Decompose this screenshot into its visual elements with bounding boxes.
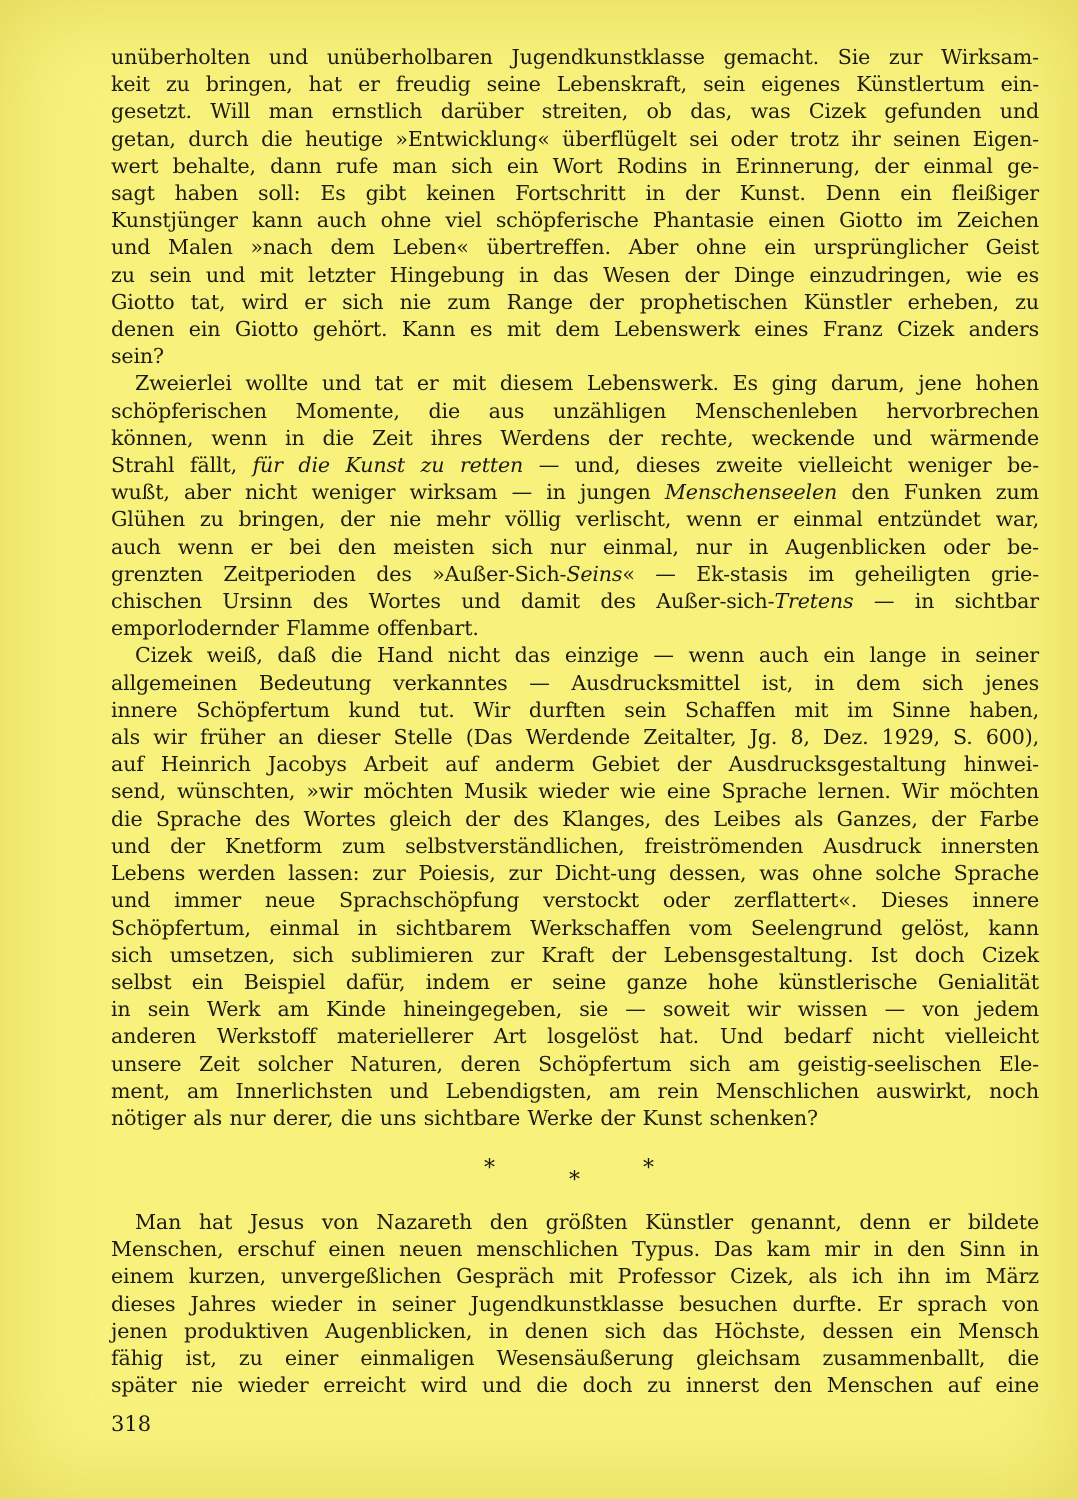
text-line: und immer neue Sprachschöpfung verstockt oder zerflattert«. Dieses innere [111,888,1039,913]
text-line: emporlodernder Flamme offenbart. [111,616,479,641]
text-segment: Strahl fällt, [111,453,253,478]
text-line: können, wenn in die Zeit ihres Werdens der rechte, weckende und wärmende [111,425,1039,450]
text-line: sagt haben soll: Es gibt keinen Fortschritt in der Kunst. Denn ein fleißiger [111,181,1039,206]
text-line: Cizek weiß, daß die Hand nicht das einzige — wenn auch ein lange in seiner [135,643,1039,668]
emphasis-text: Menschenseelen [664,480,838,505]
text-line: selbst ein Beispiel dafür, indem er seine ganze hohe künstlerische Genialität [111,969,1039,994]
text-segment: den Funken zum [837,480,1039,505]
text-line: getan, durch die heutige »Entwicklung« überflügelt sei oder trotz ihr seinen Eigen- [111,126,1039,151]
text-line: schöpferischen Momente, die aus unzähligen Menschenleben hervorbrechen [111,398,1039,423]
text-line: jenen produktiven Augenblicken, in denen sich das Höchste, dessen ein Mensch [111,1318,1039,1343]
second-text-section [111,1209,1039,1399]
text-line [111,452,1039,479]
text-line: Schöpfertum, einmal in sichtbarem Werkschaffen vom Seelengrund gelöst, kann [111,915,1039,940]
text-segment: — in sichtbar [853,589,1039,614]
separator-asterisk: * [643,1156,654,1181]
section-separator [440,1150,700,1200]
text-segment: grenzten Zeitperioden des »Außer-Sich- [111,561,567,586]
text-line: denen ein Giotto gehört. Kann es mit dem Lebenswerk eines Franz Cizek anders [111,317,1039,342]
text-line: sich umsetzen, sich sublimieren zur Kraft der Lebensgestaltung. Ist doch Cizek [111,942,1039,967]
separator-asterisk: * [569,1168,580,1193]
text-line: gesetzt. Will man ernstlich darüber streiten, ob das, was Cizek gefunden und [111,99,1039,124]
page-number: 318 [111,1412,152,1436]
text-line: später nie wieder erreicht wird und die doch zu innerst den Menschen auf eine [111,1373,1039,1398]
text-line: zu sein und mit letzter Hingebung in das Wesen der Dinge einzudringen, wie es [111,262,1039,287]
text-line: Kunstjünger kann auch ohne viel schöpferische Phantasie einen Giotto im Zeichen [111,208,1039,233]
text-line [111,561,1039,588]
emphasis-text: Tretens [774,589,854,614]
text-line: Man hat Jesus von Nazareth den größten Künstler genannt, denn er bildete [135,1210,1039,1234]
text-line: ment, am Innerlichsten und Lebendigsten, am rein Menschlichen auswirkt, noch [111,1078,1039,1103]
text-line: Lebens werden lassen: zur Poiesis, zur Dicht-ung dessen, was ohne solche Sprache [111,861,1039,886]
text-line: und Malen »nach dem Leben« übertreffen. Aber ohne ein ursprünglicher Geist [111,235,1039,260]
text-line: die Sprache des Wortes gleich der des Klanges, des Leibes als Ganzes, der Farbe [111,806,1039,831]
text-line: nötiger als nur derer, die uns sichtbare Werke der Kunst schenken? [111,1105,818,1130]
text-line: anderen Werkstoff materiellerer Art losgelöst hat. Und bedarf nicht vielleicht [111,1024,1039,1049]
text-segment: « — Ek-stasis im geheiligten grie- [622,561,1040,586]
text-segment: chischen Ursinn des Wortes und damit des Außer-sich- [111,589,775,614]
text-line: Menschen, erschuf einen neuen menschlichen Typus. Das kam mir in den Sinn in [111,1237,1039,1262]
text-line: dieses Jahres wieder in seiner Jugendkunstklasse besuchen durfte. Er sprach von [111,1291,1039,1316]
text-line: unüberholten und unüberholbaren Jugendkunstklasse gemacht. Sie zur Wirksam- [111,45,1039,69]
text-line: auf Heinrich Jacobys Arbeit auf anderm Gebiet der Ausdrucksgestaltung hinwei- [111,752,1039,777]
text-line: unsere Zeit solcher Naturen, deren Schöpfertum sich am geistig-seelischen Ele- [111,1051,1039,1076]
text-line [111,588,1039,615]
text-line: keit zu bringen, hat er freudig seine Lebenskraft, sein eigenes Künstlertum ein- [111,72,1039,97]
text-segment: wußt, aber nicht weniger wirksam — in jungen [111,480,665,505]
text-line: fähig ist, zu einer einmaligen Wesensäußerung gleichsam zusammenballt, die [111,1346,1039,1371]
separator-asterisk: * [484,1156,495,1181]
text-line: Giotto tat, wird er sich nie zum Range der prophetischen Künstler erheben, zu [111,289,1039,314]
text-line: send, wünschten, »wir möchten Musik wieder wie eine Sprache lernen. Wir möchten [111,779,1039,804]
main-text-section [111,44,1039,1132]
text-line: wert behalte, dann rufe man sich ein Wort Rodins in Erinnerung, der einmal ge- [111,153,1039,178]
text-line: und der Knetform zum selbstverständlichen, freiströmenden Ausdruck innersten [111,833,1039,858]
text-segment: — und, dieses zweite vielleicht weniger be- [523,453,1039,478]
text-line: auch wenn er bei den meisten sich nur einmal, nur in Augenblicken oder be- [111,534,1039,559]
emphasis-text: Seins [566,561,623,586]
text-line: innere Schöpfertum kund tut. Wir durften sein Schaffen mit im Sinne haben, [111,697,1039,722]
text-line: als wir früher an dieser Stelle (Das Werdende Zeitalter, Jg. 8, Dez. 1929, S. 600), [111,725,1039,750]
text-line: Zweierlei wollte und tat er mit diesem Lebenswerk. Es ging darum, jene hohen [135,371,1039,396]
text-line [111,479,1039,506]
text-line: in sein Werk am Kinde hineingegeben, sie — soweit wir wissen — von jedem [111,997,1039,1022]
text-line: einem kurzen, unvergeßlichen Gespräch mit Professor Cizek, als ich ihn im März [111,1264,1039,1289]
emphasis-text: für die Kunst zu retten [252,453,524,478]
text-line: sein? [111,344,164,369]
text-line: allgemeinen Bedeutung verkanntes — Ausdrucksmittel ist, in dem sich jenes [111,670,1039,695]
text-line: Glühen zu bringen, der nie mehr völlig verlischt, wenn er einmal entzündet war, [111,507,1039,532]
